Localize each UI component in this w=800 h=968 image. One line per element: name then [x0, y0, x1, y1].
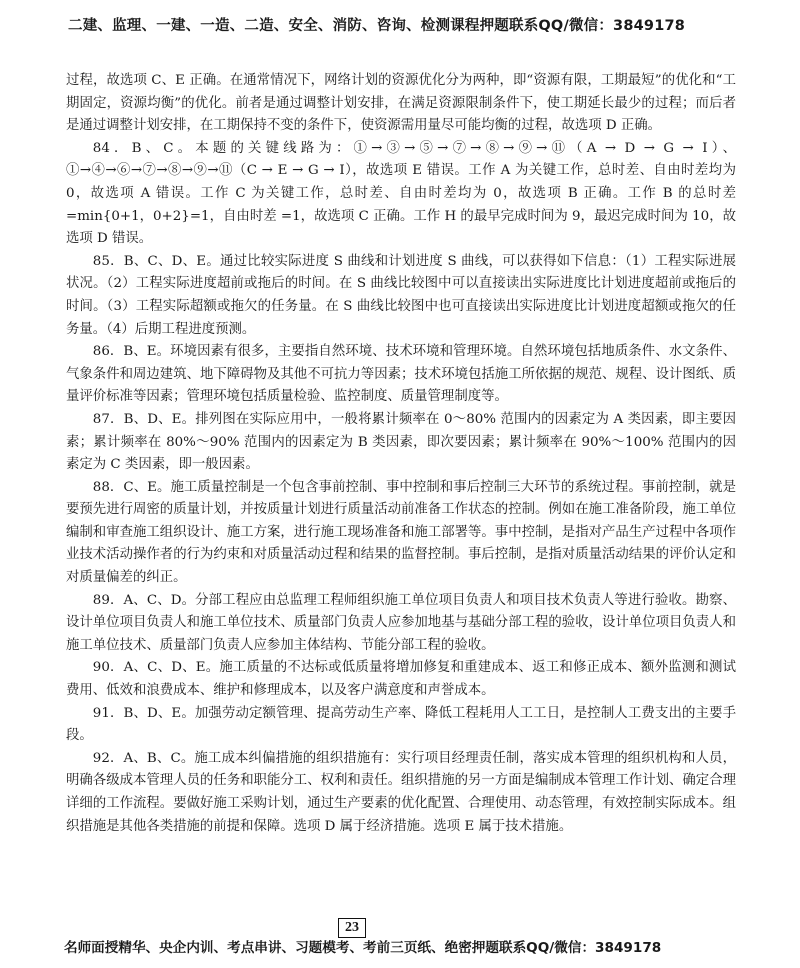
answer-87: 87．B、D、E。排列图在实际应用中，一般将累计频率在 0～80% 范围内的因素定为 A 类因素，即主要因素；累计频率在 80%～90% 范围内的因素定为 B 类因素，即次要因素；累计频率在 90%～100% 范围内的因素定为 C 类因素，即一般因素。: [66, 411, 736, 473]
page-header: 二建、监理、一建、一造、二造、安全、消防、咨询、检测课程押题联系QQ/微信：3849178: [68, 18, 686, 34]
page-number: 23: [338, 918, 366, 938]
answer-88: 88．C、E。施工质量控制是一个包含事前控制、事中控制和事后控制三大环节的系统过程。事前控制，就是要预先进行周密的质量计划，并按质量计划进行质量活动前准备工作状态的控制。例如在施工准备阶段，施工单位编制和审查施工组织设计、施工方案，进行施工现场准备和施工部署等。事中控制，是指对产品生产过程中各项作业技术活动操作者的行为约束和对质量活动过程和结果的监督控制。事后控制，是指对质量活动结果的评价认定和对质量偏差的纠正。: [66, 479, 736, 586]
paragraph-continuation: 过程，故选项 C、E 正确。在通常情况下，网络计划的资源优化分为两种，即“资源有限，工期最短”的优化和“工期固定，资源均衡”的优化。前者是通过调整计划安排，在满足资源限制条件下，使工期延长最少的过程；而后者是通过调整计划安排，在工期保持不变的条件下，使资源需用量尽可能均衡的过程，故选项 D 正确。: [66, 73, 736, 134]
answer-89: 89．A、C、D。分部工程应由总监理工程师组织施工单位项目负责人和项目技术负责人等进行验收。勘察、设计单位项目负责人和施工单位技术、质量部门负责人应参加地基与基础分部工程的验收，设计单位项目负责人和施工单位技术、质量部门负责人应参加主体结构、节能分部工程的验收。: [66, 592, 736, 653]
answer-86: 86．B、E。环境因素有很多，主要指自然环境、技术环境和管理环境。自然环境包括地质条件、水文条件、气象条件和周边建筑、地下障碍物及其他不可抗力等因素；技术环境包括施工所依据的规范、规程、设计图纸、质量评价标准等因素；管理环境包括质量检验、监控制度、质量管理制度等。: [66, 344, 736, 405]
document-body: [66, 70, 736, 838]
page-footer: 名师面授精华、央企内训、考点串讲、习题模考、考前三页纸、绝密押题联系QQ/微信：3849178: [64, 940, 662, 956]
answer-91: 91．B、D、E。加强劳动定额管理、提高劳动生产率、降低工程耗用人工工日，是控制人工费支出的主要手段。: [66, 705, 736, 744]
answer-92: 92．A、B、C。施工成本纠偏措施的组织措施有：实行项目经理责任制，落实成本管理的组织机构和人员，明确各级成本管理人员的任务和职能分工、权利和责任。组织措施的另一方面是编制成本管理工作计划、确定合理详细的工作流程。要做好施工采购计划，通过生产要素的优化配置、合理使用、动态管理，有效控制实际成本。组织措施是其他各类措施的前提和保障。选项 D 属于经济措施。选项 E 属于技术措施。: [66, 750, 736, 834]
answer-85: 85．B、C、D、E。通过比较实际进度 S 曲线和计划进度 S 曲线，可以获得如下信息：（1）工程实际进展状况。（2）工程实际进度超前或拖后的时间。在 S 曲线比较图中可以直接读出实际进度比计划进度超前或拖后的时间。（3）工程实际超额或拖欠的任务量。在 S 曲线比较图中也可直接读出实际进度比计划进度超额或拖欠的任务量。（4）后期工程进度预测。: [66, 253, 736, 337]
answer-90: 90．A、C、D、E。施工质量的不达标或低质量将增加修复和重建成本、返工和修正成本、额外监测和测试费用、低效和浪费成本、维护和修理成本，以及客户满意度和声誉成本。: [66, 660, 736, 699]
answer-84: 84．B、C。本题的关键线路为：①→③→⑤→⑦→⑧→⑨→⑪（A → D → G → I）、①→④→⑥→⑦→⑧→⑨→⑪（C → E → G → I），故选项 E 错误。工作 A 为关键工作，总时差、自由时差均为 0，故选项 A 错误。工作 C 为关键工作，总时差、自由时差均为 0，故选项 B 正确。工作 B 的总时差 =min{0+1，0+2}=1，自由时差 =1，故选项 C 正确。工作 H 的最早完成时间为 9，最迟完成时间为 10，故选项 D 错误。: [66, 140, 736, 247]
